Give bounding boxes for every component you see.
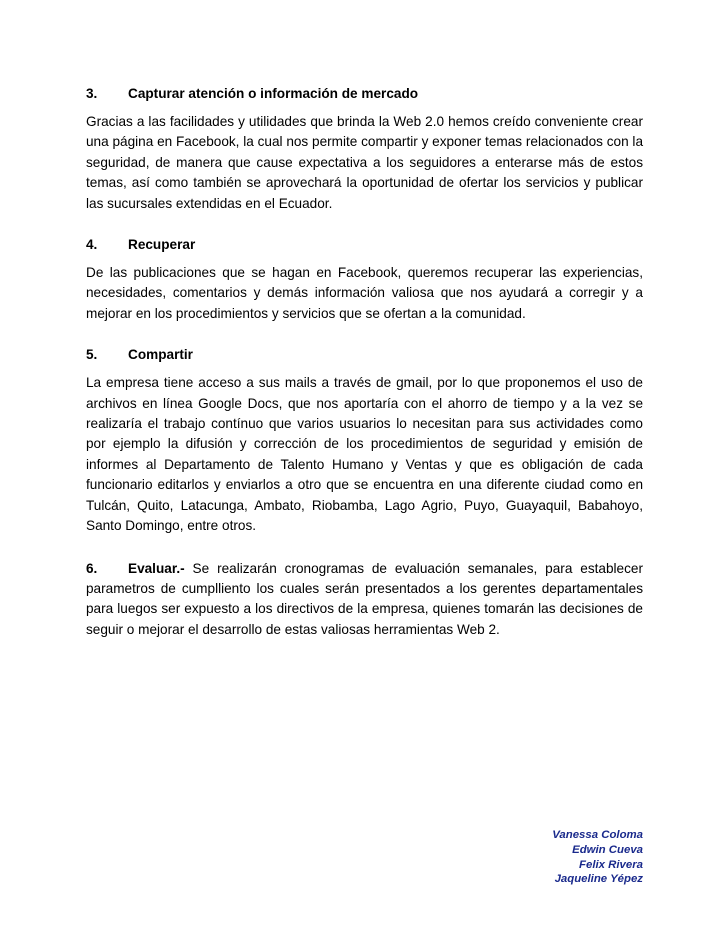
section-number: 4. (86, 237, 98, 253)
section-recuperar (86, 235, 643, 324)
author-name: Felix Rivera (579, 858, 643, 871)
section-title: Compartir (128, 347, 193, 363)
section-capturar (86, 84, 643, 214)
author-name: Vanessa Coloma (552, 829, 643, 841)
section-heading (86, 84, 643, 104)
section-heading (86, 561, 185, 576)
document-page (86, 84, 643, 640)
section-title: Recuperar (128, 237, 196, 253)
section-evaluar (86, 559, 643, 641)
section-title: Evaluar.- (128, 560, 185, 576)
section-compartir (86, 345, 643, 536)
authors-block (552, 828, 643, 887)
author-name: Jaqueline Yépez (554, 873, 643, 886)
section-number: 3. (86, 86, 98, 101)
section-title: Capturar atención o información de mercado (128, 86, 419, 101)
author-name: Edwin Cueva (572, 843, 643, 856)
section-heading (86, 235, 643, 255)
section-number: 6. (86, 560, 98, 576)
section-body: Gracias a las facilidades y utilidades que brinda la Web 2.0 hemos creído conveniente crear una página en Facebook, la cual nos permite compartir y exponer temas relacionados con la seguridad, de manera que cause expectativa a los seguidores a enterarse más de estos temas, así como también se aprovechará la oportunidad de ofertar los servicios y publicar las sucursales extendidas en el Ecuador. (86, 114, 643, 211)
section-number: 5. (86, 347, 98, 363)
section-body: De las publicaciones que se hagan en Facebook, queremos recuperar las experiencias, necesidades, comentarios y demás información valiosa que nos ayudará a corregir y a mejorar en los procedimientos y servicios que se ofertan a la comunidad. (86, 265, 643, 321)
section-body (86, 559, 643, 641)
section-body: La empresa tiene acceso a sus mails a través de gmail, por lo que proponemos el uso de archivos en línea Google Docs, que nos aportaría con el ahorro de tiempo y a la vez se realizaría el trabajo contínuo que varios usuarios lo necesitan para sus actividades como por ejemplo la difusión y corrección de los procedimientos de seguridad y emisión de informes al Departamento de Talento Humano y Ventas y que es obligación de cada funcionario editarlos y enviarlos a otro que se encuentra en una diferente ciudad como en Tulcán, Quito, Latacunga, Ambato, Riobamba, Lago Agrio, Puyo, Guayaquil, Babahoyo, Santo Domingo, entre otros. (86, 375, 643, 534)
section-heading (86, 345, 643, 365)
section-body-text: Se realizarán cronogramas de evaluación semanales, para establecer parametros de cumplliento los cuales serán presentados a los gerentes departamentales para luegos ser expuesto a los directivos de la empresa, quienes tomarán las decisiones de seguir o mejorar el desarrollo de estas valiosas herramientas Web 2. (86, 560, 643, 637)
